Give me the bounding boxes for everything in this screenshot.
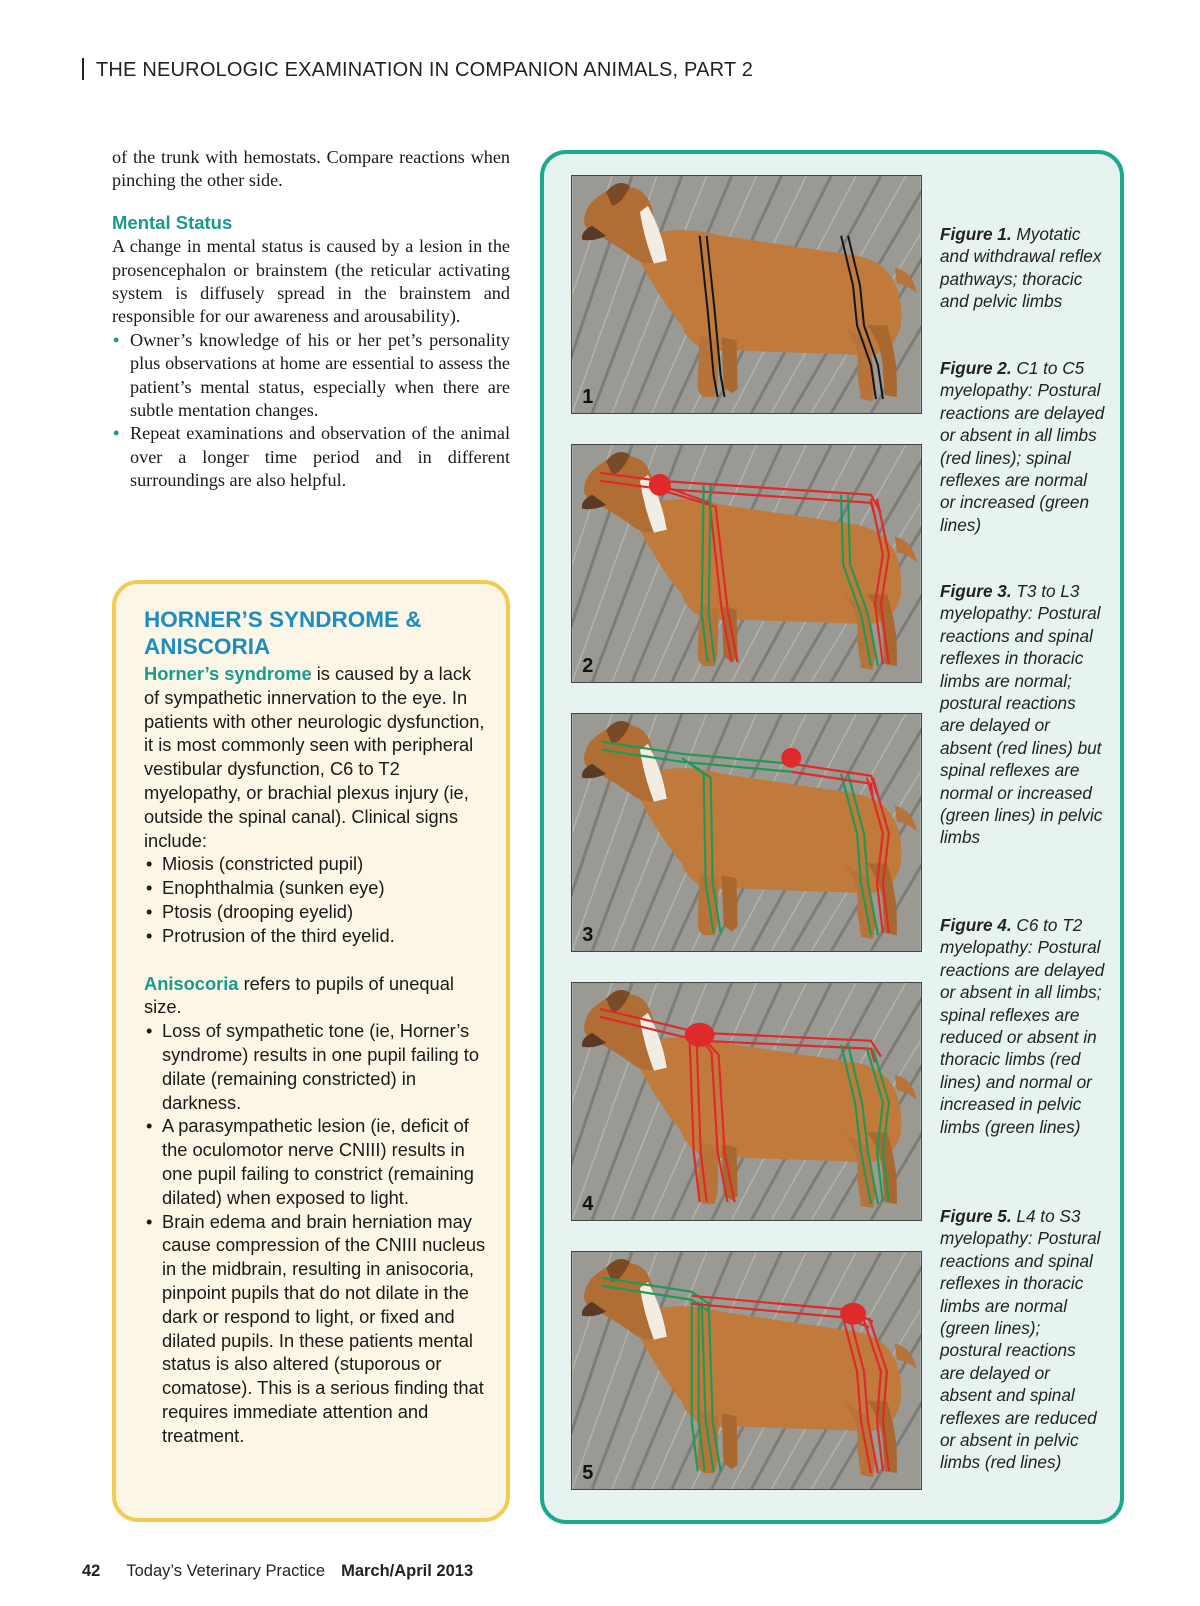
figure-photo-3 <box>571 713 922 952</box>
bullet-icon: • <box>113 423 120 444</box>
bullet-icon: • <box>146 1210 153 1232</box>
header-rule <box>82 58 84 80</box>
list-item <box>144 852 486 876</box>
caption-text: T3 to L3 myelopathy: Postural reactions and spinal reflexes in thoracic limbs are normal; postural reactions are delayed or absent (red lines) but spinal reflexes are normal or increased (green lines) in pelvic limbs <box>940 581 1103 848</box>
caption-text: L4 to S3 myelopathy: Postural reactions and spinal reflexes in thoracic limbs are normal (green lines); postural reactions are delayed or absent and spinal reflexes are reduced or absent in pelvic limbs (red lines) <box>940 1206 1101 1473</box>
publication-name: Today’s Veterinary Practice <box>126 1562 326 1580</box>
figure-caption-3 <box>940 580 1105 849</box>
mental-status-heading: Mental Status <box>112 211 233 233</box>
left-column <box>112 146 510 493</box>
anisocoria-term: Anisocoria <box>144 972 239 994</box>
list-item <box>144 1114 486 1209</box>
caption-text: C6 to T2 myelopathy: Postural reactions are delayed or absent in all limbs; spinal reflexes are reduced or absent in thoracic limbs (red lines) and normal or increased in pelvic limbs (green lines) <box>940 915 1105 1137</box>
anisocoria-list <box>144 1019 486 1447</box>
list-item-text: A parasympathetic lesion (ie, deficit of the oculomotor nerve CNIII) results in one pupil failing to constrict (remaining dilated) when exposed to light. <box>162 1115 474 1208</box>
bullet-icon: • <box>146 1020 153 1042</box>
mental-status-paragraph: A change in mental status is caused by a lesion in the prosencephalon or brainstem (the reticular activating system is diffusely spread in the brainstem and responsible for our awareness and arousability). <box>112 236 510 327</box>
figure-caption-4 <box>940 914 1105 1138</box>
list-item-text: Enophthalmia (sunken eye) <box>162 877 385 899</box>
figure-caption-2 <box>940 357 1105 536</box>
caption-label: Figure 5. <box>940 1206 1012 1226</box>
figure-photo-4 <box>571 982 922 1221</box>
list-item <box>144 876 486 900</box>
list-item-text: Protrusion of the third eyelid. <box>162 924 395 946</box>
anisocoria-text: refers to pupils of unequal size. <box>144 972 454 1018</box>
caption-text: C1 to C5 myelopathy: Postural reactions are delayed or absent in all limbs (red lines); spinal reflexes are normal or increased (green lines) <box>940 358 1105 535</box>
mental-status-bullets <box>112 329 510 493</box>
sidebar-title: HORNER’S SYNDROME & ANISCORIA <box>144 607 422 659</box>
list-item-text: Owner’s knowledge of his or her pet’s personality plus observations at home are essential to assess the patient’s mental status, especially when there are subtle mentation changes. <box>130 329 510 421</box>
list-item <box>144 900 486 924</box>
issue-date: March/April 2013 <box>341 1562 474 1580</box>
bullet-icon: • <box>146 1115 153 1137</box>
caption-label: Figure 2. <box>940 358 1012 378</box>
figure-photo-2 <box>571 444 922 683</box>
list-item-text: Repeat examinations and observation of the animal over a longer time period and in different surroundings are also helpful. <box>130 423 510 491</box>
figure-photo-1 <box>571 175 922 414</box>
bullet-icon: • <box>146 877 153 899</box>
figure-caption-5 <box>940 1205 1105 1474</box>
list-item-text: Ptosis (drooping eyelid) <box>162 900 354 922</box>
figure-number-3: 3 <box>582 924 594 947</box>
list-item <box>144 1210 486 1448</box>
dog-illustration <box>572 176 921 413</box>
list-item-text: Loss of sympathetic tone (ie, Horner’s syndrome) results in one pupil failing to dilate (remaining constricted) in darkness. <box>162 1020 480 1113</box>
anisocoria-paragraph <box>144 972 486 1020</box>
caption-label: Figure 3. <box>940 581 1012 601</box>
running-head <box>82 58 753 82</box>
caption-text: Myotatic and withdrawal reflex pathways; thoracic and pelvic limbs <box>940 224 1102 312</box>
figure-number-4: 4 <box>582 1193 594 1216</box>
figure-number-5: 5 <box>582 1462 594 1485</box>
figure-number-2: 2 <box>582 655 594 678</box>
list-item <box>144 1019 486 1114</box>
list-item-text: Brain edema and brain herniation may cause compression of the CNIII nucleus in the midbrain, resulting in anisocoria, pinpoint pupils that do not dilate in the dark or respond to light, or fixed and dilated pupils. In these patients mental status is also altered (stuporous or comatose). This is a serious finding that requires immediate attention and treatment. <box>162 1210 486 1446</box>
caption-label: Figure 1. <box>940 224 1012 244</box>
running-head-text: THE NEUROLOGIC EXAMINATION IN COMPANION ANIMALS, PART 2 <box>96 59 754 81</box>
figure-caption-1 <box>940 223 1105 313</box>
horner-paragraph <box>144 662 486 852</box>
figure-number-1: 1 <box>582 386 594 409</box>
clinical-signs-list <box>144 852 486 947</box>
page-footer <box>82 1562 473 1581</box>
dog-illustration <box>572 1252 921 1489</box>
bullet-icon: • <box>146 900 153 922</box>
caption-label: Figure 4. <box>940 915 1012 935</box>
list-item <box>144 924 486 948</box>
figure-photo-5 <box>571 1251 922 1490</box>
dog-illustration <box>572 445 921 682</box>
list-item <box>112 422 510 492</box>
dog-illustration <box>572 983 921 1220</box>
bullet-icon: • <box>113 329 120 350</box>
horner-term: Horner’s syndrome <box>144 663 312 684</box>
dog-illustration <box>572 714 921 951</box>
bullet-icon: • <box>146 924 153 946</box>
list-item-text: Miosis (constricted pupil) <box>162 853 364 875</box>
page-number: 42 <box>82 1562 101 1580</box>
bullet-icon: • <box>146 853 153 875</box>
lead-paragraph: of the trunk with hemostats. Compare reactions when pinching the other side. <box>112 147 510 191</box>
list-item <box>112 329 510 423</box>
horner-text: is caused by a lack of sympathetic innervation to the eye. In patients with other neurologic dysfunction, it is most commonly seen with peripheral vestibular dysfunction, C6 to T2 myelopathy, or brachial plexus injury (ie, outside the spinal canal). Clinical signs include: <box>144 663 485 851</box>
horner-sidebar <box>112 580 510 1522</box>
